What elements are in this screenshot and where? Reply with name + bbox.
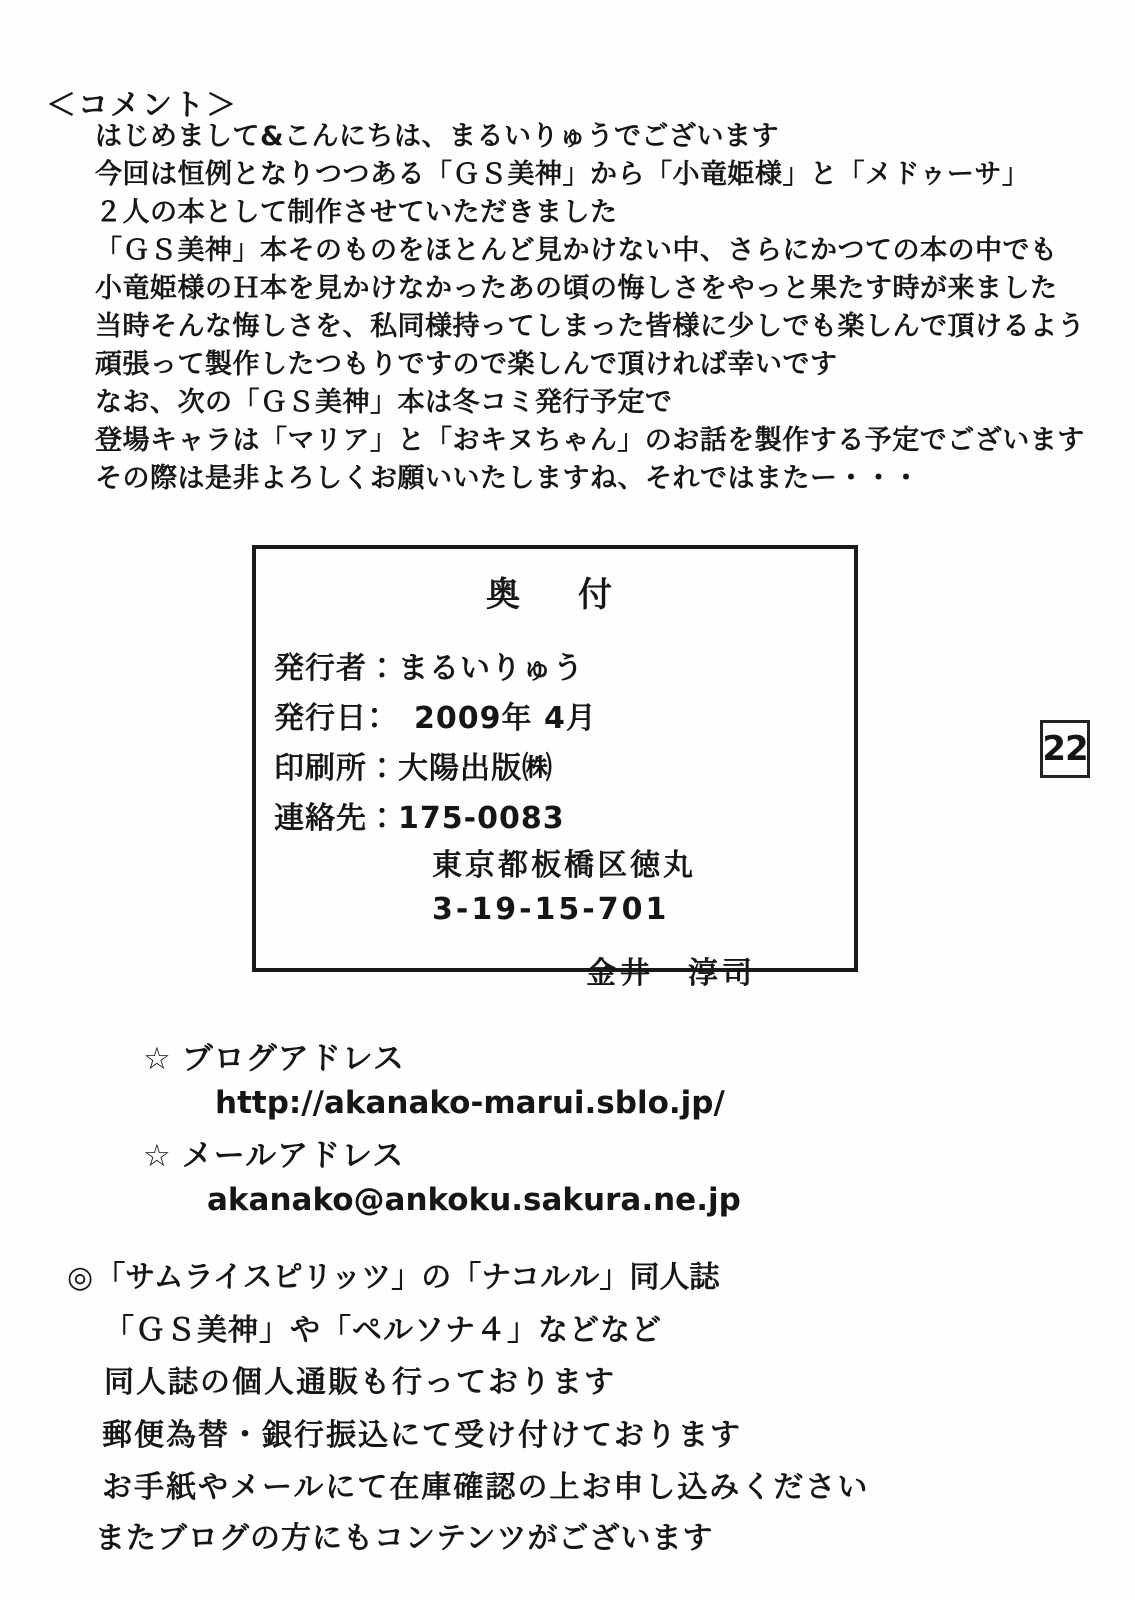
- address-line: 3-19-15-701: [432, 892, 670, 927]
- comment-line: ２人の本として制作させていただきました: [95, 197, 618, 228]
- colophon-value: 2009年 4月: [383, 701, 597, 736]
- author-name: 金井 淳司: [586, 956, 756, 991]
- sales-info-line: 「ＧＳ美神」や「ペルソナ４」などなど: [104, 1313, 662, 1348]
- blog-label: ブログアドレス: [181, 1041, 405, 1077]
- sales-line-text: 「サムライスピリッツ」の「ナコルル」同人誌: [95, 1260, 720, 1295]
- sales-info-line: [67, 1252, 719, 1296]
- comment-line: その際は是非よろしくお願いいたしますね、それではまたー・・・: [95, 463, 920, 494]
- comment-line: 今回は恒例となりつつある「ＧＳ美神」から「小竜姫様」と「メドゥーサ」: [95, 159, 1030, 190]
- page-number-badge: [1040, 720, 1090, 778]
- comment-line: 頑張って製作したつもりですので楽しんで頂ければ幸いです: [95, 349, 838, 380]
- double-circle-icon: ◎: [67, 1260, 94, 1295]
- comment-line: 登場キャラは「マリア」と「おキヌちゃん」のお話を製作する予定でございます: [95, 425, 1085, 456]
- sales-info-line: またブログの方にもコンテンツがございます: [95, 1521, 714, 1556]
- star-icon: ☆: [143, 1138, 172, 1174]
- comment-line: なお、次の「ＧＳ美神」本は冬コミ発行予定で: [95, 387, 673, 418]
- colophon-row-publisher: [274, 644, 854, 694]
- page-number: 22: [1042, 729, 1088, 769]
- colophon-label: 発行者：: [274, 651, 398, 686]
- colophon-value: 175-0083: [398, 801, 565, 836]
- blog-url: http://akanako-marui.sblo.jp/: [215, 1085, 725, 1121]
- colophon-label: 連絡先：: [274, 801, 398, 836]
- comment-line: 「ＧＳ美神」本そのものをほとんど見かけない中、さらにかつての本の中でも: [95, 235, 1058, 266]
- sales-info-line: 郵便為替・銀行振込にて受け付けております: [102, 1418, 742, 1453]
- blog-address-heading: [143, 1033, 405, 1078]
- sales-info-line: お手紙やメールにて在庫確認の上お申し込みください: [102, 1470, 870, 1505]
- mail-address-heading: [143, 1130, 404, 1175]
- sales-info-line: 同人誌の個人通販も行っております: [104, 1365, 616, 1400]
- colophon-title: 奥 付: [486, 575, 624, 615]
- address-line: 東京都板橋区徳丸: [432, 848, 696, 883]
- comment-body: [95, 118, 1085, 498]
- colophon-value: 大陽出版㈱: [398, 751, 553, 786]
- mail-address: akanako@ankoku.sakura.ne.jp: [207, 1182, 741, 1218]
- comment-line: 小竜姫様のＨ本を見かけなかったあの頃の悔しさをやっと果たす時が来ました: [95, 273, 1058, 304]
- star-icon: ☆: [143, 1041, 172, 1077]
- colophon-rows: [274, 644, 854, 844]
- colophon-value: まるいりゅう: [398, 651, 584, 686]
- colophon-row-publish-date: [274, 694, 854, 744]
- colophon-row-printer: [274, 744, 854, 794]
- comment-line: はじめまして&こんにちは、まるいりゅうでございます: [95, 121, 780, 152]
- comment-line: 当時そんな悔しさを、私同様持ってしまった皆様に少しでも楽しんで頂けるよう: [95, 311, 1085, 342]
- contact-address: [432, 844, 854, 932]
- colophon-label: 発行日：: [274, 701, 383, 736]
- colophon-label: 印刷所：: [274, 751, 398, 786]
- comment-section-heading: ＜コメント＞: [46, 88, 238, 123]
- colophon-box: [252, 545, 858, 991]
- mail-label: メールアドレス: [181, 1138, 405, 1174]
- colophon-row-contact: [274, 794, 854, 844]
